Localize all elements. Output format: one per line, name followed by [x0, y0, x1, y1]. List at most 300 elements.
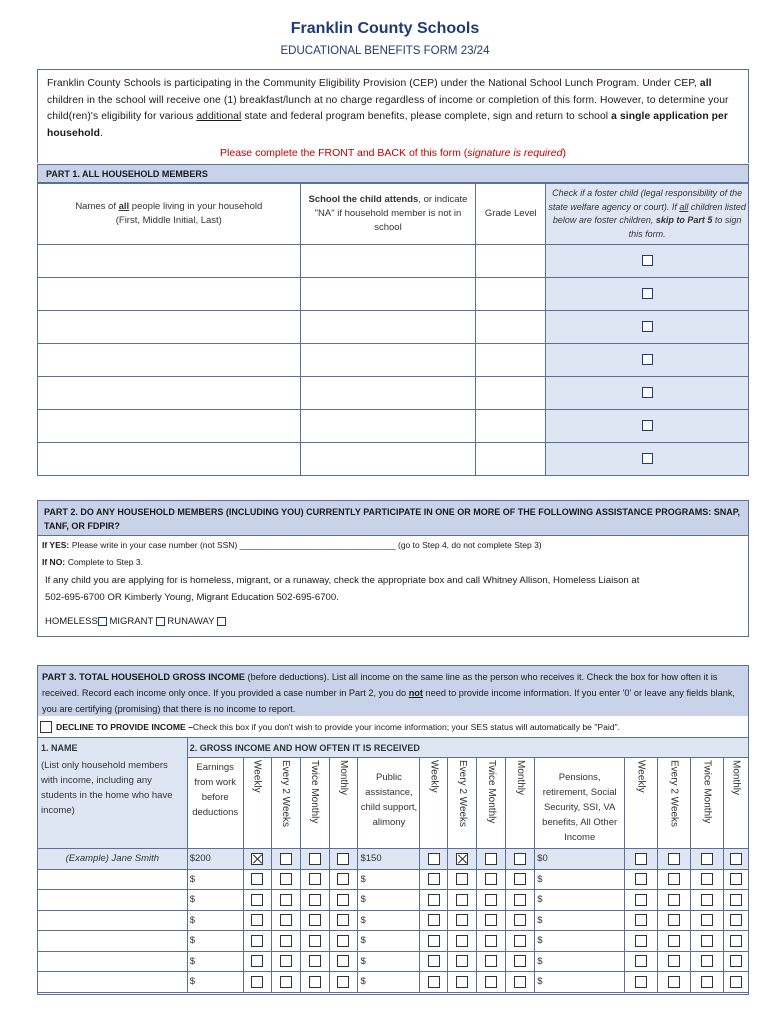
- header-underline: all: [679, 201, 689, 212]
- income-amount-input[interactable]: $: [187, 910, 243, 931]
- notice-text: ): [562, 147, 566, 159]
- foster-cell: [546, 443, 749, 476]
- income-freq-cell: [690, 910, 723, 931]
- income-freq-checkbox[interactable]: [280, 935, 292, 947]
- income-freq-cell: [329, 931, 358, 952]
- income-freq-checkbox[interactable]: [337, 894, 349, 906]
- income-freq-cell: [420, 951, 448, 972]
- household-members-table: [37, 183, 749, 476]
- household-row: [38, 278, 749, 311]
- foster-checkbox[interactable]: [642, 321, 653, 332]
- member-name-input[interactable]: [38, 278, 301, 311]
- income-freq-cell: [300, 910, 329, 931]
- income-freq-checkbox[interactable]: [730, 914, 742, 926]
- income-freq-checkbox[interactable]: [701, 873, 713, 885]
- income-freq-checkbox[interactable]: [730, 976, 742, 988]
- income-freq-cell: [271, 951, 300, 972]
- intro-text: .: [99, 127, 103, 139]
- freq-monthly: Monthly: [514, 759, 526, 795]
- income-freq-cell: [506, 972, 535, 993]
- freq-every2weeks: Every 2 Weeks: [280, 759, 292, 827]
- school-input[interactable]: [300, 344, 476, 377]
- member-name-input[interactable]: [38, 377, 301, 410]
- income-freq-cell: [658, 910, 691, 931]
- income-freq-checkbox[interactable]: [456, 894, 468, 906]
- income-row: [38, 910, 749, 931]
- part3-not: not: [408, 688, 423, 698]
- part3-text: need to provide income information. If you enter '0' or leave any fields blank, you are certifying (promising) that there is no income to report.: [42, 688, 735, 714]
- income-freq-cell: [658, 890, 691, 911]
- no-text: Complete to Step 3.: [67, 557, 143, 567]
- header-text: Names of: [75, 201, 119, 212]
- income-freq-cell: [329, 972, 358, 993]
- grade-input[interactable]: [476, 245, 546, 278]
- income-freq-cell: [690, 951, 723, 972]
- header-text: , or indicate "NA" if household member is not in school: [314, 194, 468, 233]
- income-freq-cell: [723, 951, 748, 972]
- income-amount-input[interactable]: $: [358, 931, 420, 952]
- income-freq-cell: [420, 890, 448, 911]
- intro-underline: additional: [196, 111, 242, 122]
- income-freq-checkbox[interactable]: [309, 976, 321, 988]
- income-row: [38, 869, 749, 890]
- income-freq-checkbox[interactable]: [635, 976, 647, 988]
- example-checkbox: [514, 853, 526, 865]
- income-freq-checkbox[interactable]: [514, 976, 526, 988]
- income-freq-cell: [300, 890, 329, 911]
- income-freq-checkbox[interactable]: [668, 894, 680, 906]
- income-freq-cell: [243, 931, 271, 952]
- income-freq-cell: [420, 910, 448, 931]
- income-freq-checkbox[interactable]: [251, 873, 263, 885]
- income-freq-checkbox[interactable]: [337, 873, 349, 885]
- freq-monthly: Monthly: [337, 759, 349, 795]
- income-freq-cell: [477, 951, 506, 972]
- income-freq-cell: [420, 972, 448, 993]
- income-freq-cell: [477, 869, 506, 890]
- income-freq-cell: [448, 972, 477, 993]
- example-name: (Example) Jane Smith: [38, 849, 188, 870]
- income-name-input[interactable]: [38, 910, 188, 931]
- income-amount-input[interactable]: $: [187, 931, 243, 952]
- gross-income-header: 2. GROSS INCOME AND HOW OFTEN IT IS RECEIVED: [187, 738, 748, 758]
- example-checkbox: [635, 853, 647, 865]
- income-row: [38, 972, 749, 993]
- income-freq-cell: [506, 951, 535, 972]
- income-freq-checkbox[interactable]: [485, 955, 497, 967]
- household-row: [38, 443, 749, 476]
- income-freq-checkbox[interactable]: [730, 935, 742, 947]
- income-freq-checkbox[interactable]: [485, 976, 497, 988]
- income-freq-checkbox[interactable]: [280, 894, 292, 906]
- income-freq-checkbox[interactable]: [309, 914, 321, 926]
- header-text: (First, Middle Initial, Last): [115, 215, 222, 226]
- part2-homeless-text: If any child you are applying for is homeless, migrant, or a runaway, check the appropriate box and call Whitney Allison, Homeless Liaison at 502-695-6700 OR Kimberly Young, Migrant Education 502-695-6700.: [45, 575, 640, 603]
- income-freq-checkbox[interactable]: [280, 955, 292, 967]
- member-name-input[interactable]: [38, 311, 301, 344]
- income-freq-cell: [271, 910, 300, 931]
- income-freq-checkbox[interactable]: [668, 955, 680, 967]
- income-freq-checkbox[interactable]: [514, 935, 526, 947]
- income-freq-checkbox[interactable]: [701, 935, 713, 947]
- example-checkbox: [668, 853, 680, 865]
- income-freq-cell: [506, 890, 535, 911]
- header-bold: skip to Part 5: [655, 215, 713, 225]
- example-checkbox: [485, 853, 497, 865]
- income-amount-input[interactable]: $: [535, 931, 625, 952]
- grade-input[interactable]: [476, 278, 546, 311]
- freq-weekly: Weekly: [251, 759, 263, 793]
- income-freq-checkbox[interactable]: [251, 955, 263, 967]
- header-text: to sign this form.: [628, 215, 742, 239]
- income-freq-checkbox[interactable]: [730, 894, 742, 906]
- income-freq-cell: [506, 910, 535, 931]
- member-name-input[interactable]: [38, 245, 301, 278]
- income-freq-checkbox[interactable]: [428, 935, 440, 947]
- income-name-input[interactable]: [38, 890, 188, 911]
- grade-input[interactable]: [476, 311, 546, 344]
- form-title: Franklin County Schools: [290, 20, 480, 37]
- income-freq-cell: [448, 890, 477, 911]
- part3-text: (before deductions). List all income on the same line as the person who receives it. Check the box for how often it is received. Record each income only once. If you provided a case number in Part 2, you do: [42, 672, 718, 698]
- decline-checkbox[interactable]: [40, 721, 52, 733]
- income-freq-checkbox[interactable]: [635, 935, 647, 947]
- part3-header: [38, 666, 748, 716]
- income-amount-input[interactable]: $: [358, 972, 420, 993]
- income-freq-cell: [723, 890, 748, 911]
- part3-title: PART 3. TOTAL HOUSEHOLD GROSS INCOME: [42, 672, 245, 682]
- example-checkbox: [701, 853, 713, 865]
- freq-twicemonthly: Twice Monthly: [309, 759, 321, 823]
- income-freq-cell: [271, 890, 300, 911]
- income-freq-checkbox[interactable]: [668, 976, 680, 988]
- decline-row: [38, 718, 748, 736]
- foster-cell: [546, 344, 749, 377]
- income-freq-cell: [625, 951, 658, 972]
- income-freq-cell: [420, 869, 448, 890]
- income-freq-checkbox[interactable]: [701, 976, 713, 988]
- income-freq-checkbox[interactable]: [635, 894, 647, 906]
- income-amount-input[interactable]: $: [358, 910, 420, 931]
- grade-input[interactable]: [476, 377, 546, 410]
- income-freq-cell: [625, 910, 658, 931]
- income-freq-checkbox[interactable]: [251, 935, 263, 947]
- foster-cell: [546, 410, 749, 443]
- income-freq-checkbox[interactable]: [280, 976, 292, 988]
- income-freq-checkbox[interactable]: [485, 914, 497, 926]
- homeless-checkbox[interactable]: [98, 617, 107, 626]
- grade-input[interactable]: [476, 344, 546, 377]
- income-freq-cell: [625, 890, 658, 911]
- decline-text: Check this box if you don't wish to provide your income information; your SES status will automatically be "Paid".: [192, 722, 621, 732]
- income-freq-cell: [271, 972, 300, 993]
- income-freq-checkbox[interactable]: [280, 873, 292, 885]
- yes-text: Please write in your case number (not SSN) _________________________________ (go to Step 4, do not complete Step 3): [71, 540, 542, 550]
- income-freq-cell: [625, 972, 658, 993]
- school-input[interactable]: [300, 245, 476, 278]
- household-row: [38, 410, 749, 443]
- pensions-header: Pensions, retirement, Social Security, SSI, VA benefits, All Other Income: [535, 758, 625, 849]
- income-freq-checkbox[interactable]: [485, 935, 497, 947]
- income-freq-checkbox[interactable]: [428, 976, 440, 988]
- col-foster-header: [546, 184, 749, 245]
- freq-twicemonthly: Twice Monthly: [485, 759, 497, 823]
- runaway-checkbox[interactable]: [217, 617, 226, 626]
- income-name-input[interactable]: [38, 931, 188, 952]
- intro-text: children in the school will receive one (1) breakfast/lunch at no charge regardless of income or completion of this form. However, to determine your child(ren)'s eligibility for various: [47, 94, 729, 122]
- part2-options: [45, 616, 226, 627]
- income-freq-cell: [690, 972, 723, 993]
- member-name-input[interactable]: [38, 410, 301, 443]
- income-freq-checkbox[interactable]: [251, 914, 263, 926]
- school-input[interactable]: [300, 311, 476, 344]
- income-freq-cell: [243, 910, 271, 931]
- income-amount-input[interactable]: $: [187, 972, 243, 993]
- income-freq-checkbox[interactable]: [337, 955, 349, 967]
- foster-checkbox[interactable]: [642, 387, 653, 398]
- freq-weekly: Weekly: [428, 759, 440, 793]
- income-freq-checkbox[interactable]: [701, 914, 713, 926]
- income-row: [38, 951, 749, 972]
- income-freq-cell: [506, 931, 535, 952]
- form-subtitle: EDUCATIONAL BENEFITS FORM 23/24: [280, 45, 490, 57]
- income-freq-cell: [723, 972, 748, 993]
- income-freq-cell: [243, 951, 271, 972]
- foster-checkbox[interactable]: [642, 453, 653, 464]
- foster-cell: [546, 377, 749, 410]
- migrant-checkbox[interactable]: [156, 617, 165, 626]
- income-freq-checkbox[interactable]: [337, 935, 349, 947]
- income-table: [37, 737, 749, 993]
- income-freq-cell: [625, 931, 658, 952]
- income-freq-checkbox[interactable]: [251, 894, 263, 906]
- household-row: [38, 311, 749, 344]
- income-freq-cell: [658, 931, 691, 952]
- intro-bold-single: a single application per household: [47, 111, 728, 139]
- income-freq-cell: [271, 931, 300, 952]
- income-freq-cell: [448, 869, 477, 890]
- income-amount-input[interactable]: $: [187, 951, 243, 972]
- grade-input[interactable]: [476, 443, 546, 476]
- income-freq-checkbox[interactable]: [635, 873, 647, 885]
- part2-no-line: [42, 557, 143, 568]
- income-freq-checkbox[interactable]: [730, 873, 742, 885]
- school-input[interactable]: [300, 443, 476, 476]
- income-freq-cell: [329, 869, 358, 890]
- intro-bold-all: all: [699, 78, 712, 89]
- freq-every2weeks: Every 2 Weeks: [456, 759, 468, 827]
- school-input[interactable]: [300, 410, 476, 443]
- income-freq-checkbox[interactable]: [456, 935, 468, 947]
- income-freq-checkbox[interactable]: [428, 894, 440, 906]
- migrant-label: MIGRANT: [109, 616, 154, 627]
- example-public: $150: [358, 849, 420, 870]
- foster-cell: [546, 278, 749, 311]
- income-freq-checkbox[interactable]: [251, 976, 263, 988]
- example-weekly-checked: [251, 853, 263, 865]
- foster-checkbox[interactable]: [642, 255, 653, 266]
- col-names-header: [38, 184, 301, 245]
- freq-every2weeks: Every 2 Weeks: [668, 759, 680, 827]
- income-name-input[interactable]: [38, 869, 188, 890]
- income-freq-cell: [723, 869, 748, 890]
- part2-yes-line: [42, 540, 542, 551]
- income-freq-cell: [658, 869, 691, 890]
- income-amount-input[interactable]: $: [358, 890, 420, 911]
- earnings-header: Earnings from work before deductions: [187, 758, 243, 849]
- income-freq-checkbox[interactable]: [309, 894, 321, 906]
- income-freq-cell: [329, 910, 358, 931]
- yes-label: If YES:: [42, 540, 70, 550]
- school-input[interactable]: [300, 278, 476, 311]
- name-col-header: 1. NAME: [38, 738, 188, 758]
- income-freq-checkbox[interactable]: [485, 894, 497, 906]
- income-amount-input[interactable]: $: [187, 890, 243, 911]
- decline-label: DECLINE TO PROVIDE INCOME –: [56, 722, 193, 732]
- income-freq-checkbox[interactable]: [309, 935, 321, 947]
- freq-twicemonthly: Twice Monthly: [701, 759, 713, 823]
- income-freq-cell: [658, 972, 691, 993]
- part1-header: PART 1. ALL HOUSEHOLD MEMBERS: [37, 164, 749, 183]
- foster-checkbox[interactable]: [642, 288, 653, 299]
- example-every2weeks-checked: [456, 853, 468, 865]
- part2-header: PART 2. DO ANY HOUSEHOLD MEMBERS (INCLUDING YOU) CURRENTLY PARTICIPATE IN ONE OR MORE OF THE FOLLOWING ASSISTANCE PROGRAMS: SNAP, TANF, OR FDPIR?: [38, 501, 748, 536]
- income-freq-cell: [300, 972, 329, 993]
- income-amount-input[interactable]: $: [535, 869, 625, 890]
- homeless-label: HOMELESS: [45, 616, 98, 627]
- household-row: [38, 377, 749, 410]
- income-freq-cell: [625, 869, 658, 890]
- member-name-input[interactable]: [38, 443, 301, 476]
- income-freq-checkbox[interactable]: [730, 955, 742, 967]
- income-freq-checkbox[interactable]: [456, 914, 468, 926]
- income-freq-cell: [477, 910, 506, 931]
- part2-section: [37, 500, 749, 637]
- name-col-desc: (List only household members with income, including any students in the home who have income): [38, 758, 188, 849]
- foster-checkbox[interactable]: [642, 420, 653, 431]
- income-freq-checkbox[interactable]: [485, 873, 497, 885]
- example-checkbox: [280, 853, 292, 865]
- income-freq-checkbox[interactable]: [456, 873, 468, 885]
- income-freq-cell: [329, 890, 358, 911]
- income-freq-checkbox[interactable]: [428, 955, 440, 967]
- example-pension: $0: [535, 849, 625, 870]
- income-freq-cell: [506, 869, 535, 890]
- col-grade-header: Grade Level: [476, 184, 546, 245]
- income-freq-checkbox[interactable]: [309, 873, 321, 885]
- no-label: If NO:: [42, 557, 66, 567]
- income-freq-cell: [477, 972, 506, 993]
- income-freq-checkbox[interactable]: [337, 976, 349, 988]
- income-amount-input[interactable]: $: [358, 869, 420, 890]
- income-freq-cell: [690, 890, 723, 911]
- income-freq-cell: [420, 931, 448, 952]
- notice-text: Please complete the FRONT and BACK of this form (: [220, 147, 468, 159]
- income-freq-checkbox[interactable]: [428, 914, 440, 926]
- example-checkbox: [337, 853, 349, 865]
- income-freq-checkbox[interactable]: [514, 914, 526, 926]
- header-text: children listed below are foster children,: [552, 201, 746, 225]
- example-checkbox: [730, 853, 742, 865]
- intro-text: Franklin County Schools is participating in the Community Eligibility Provision (CEP) under the National School Lunch Program. Under CEP,: [47, 78, 700, 89]
- income-freq-checkbox[interactable]: [668, 873, 680, 885]
- runaway-label: RUNAWAY: [167, 616, 215, 627]
- income-freq-checkbox[interactable]: [635, 955, 647, 967]
- income-freq-cell: [271, 869, 300, 890]
- income-freq-checkbox[interactable]: [514, 955, 526, 967]
- income-freq-checkbox[interactable]: [428, 873, 440, 885]
- income-amount-input[interactable]: $: [187, 869, 243, 890]
- income-freq-checkbox[interactable]: [701, 955, 713, 967]
- school-input[interactable]: [300, 377, 476, 410]
- income-freq-cell: [300, 869, 329, 890]
- income-freq-checkbox[interactable]: [309, 955, 321, 967]
- red-notice: [37, 147, 749, 159]
- header-text: people living in your household: [129, 201, 263, 212]
- income-amount-input[interactable]: $: [358, 951, 420, 972]
- household-row: [38, 344, 749, 377]
- freq-weekly: Weekly: [635, 759, 647, 793]
- intro-text: state and federal program benefits, please complete, sign and return to school: [241, 111, 612, 122]
- income-freq-cell: [690, 869, 723, 890]
- income-row: [38, 931, 749, 952]
- income-freq-cell: [300, 951, 329, 972]
- income-row: [38, 890, 749, 911]
- income-amount-input[interactable]: $: [535, 910, 625, 931]
- income-freq-cell: [723, 931, 748, 952]
- income-freq-checkbox[interactable]: [514, 894, 526, 906]
- income-freq-checkbox[interactable]: [701, 894, 713, 906]
- income-freq-checkbox[interactable]: [456, 976, 468, 988]
- income-name-input[interactable]: [38, 951, 188, 972]
- income-freq-checkbox[interactable]: [668, 914, 680, 926]
- member-name-input[interactable]: [38, 344, 301, 377]
- foster-checkbox[interactable]: [642, 354, 653, 365]
- grade-input[interactable]: [476, 410, 546, 443]
- income-freq-checkbox[interactable]: [337, 914, 349, 926]
- household-row: [38, 245, 749, 278]
- income-freq-cell: [477, 931, 506, 952]
- income-freq-cell: [329, 951, 358, 972]
- foster-cell: [546, 245, 749, 278]
- income-amount-input[interactable]: $: [535, 951, 625, 972]
- income-freq-cell: [448, 931, 477, 952]
- income-freq-cell: [477, 890, 506, 911]
- income-freq-cell: [448, 910, 477, 931]
- income-freq-checkbox[interactable]: [514, 873, 526, 885]
- header-bold: School the child attends: [308, 194, 419, 205]
- income-freq-cell: [243, 972, 271, 993]
- income-freq-cell: [690, 931, 723, 952]
- header-text: Check if a foster child (legal responsibility of the state welfare agency or court). If: [548, 188, 743, 212]
- income-amount-input[interactable]: $: [535, 890, 625, 911]
- income-freq-cell: [243, 890, 271, 911]
- income-freq-checkbox[interactable]: [280, 914, 292, 926]
- income-amount-input[interactable]: $: [535, 972, 625, 993]
- foster-cell: [546, 311, 749, 344]
- income-freq-checkbox[interactable]: [635, 914, 647, 926]
- income-freq-checkbox[interactable]: [668, 935, 680, 947]
- example-earnings: $200: [187, 849, 243, 870]
- income-name-input[interactable]: [38, 972, 188, 993]
- col-school-header: [300, 184, 476, 245]
- income-freq-cell: [300, 931, 329, 952]
- example-checkbox: [428, 853, 440, 865]
- example-checkbox: [309, 853, 321, 865]
- income-freq-cell: [723, 910, 748, 931]
- income-freq-checkbox[interactable]: [456, 955, 468, 967]
- income-freq-cell: [448, 951, 477, 972]
